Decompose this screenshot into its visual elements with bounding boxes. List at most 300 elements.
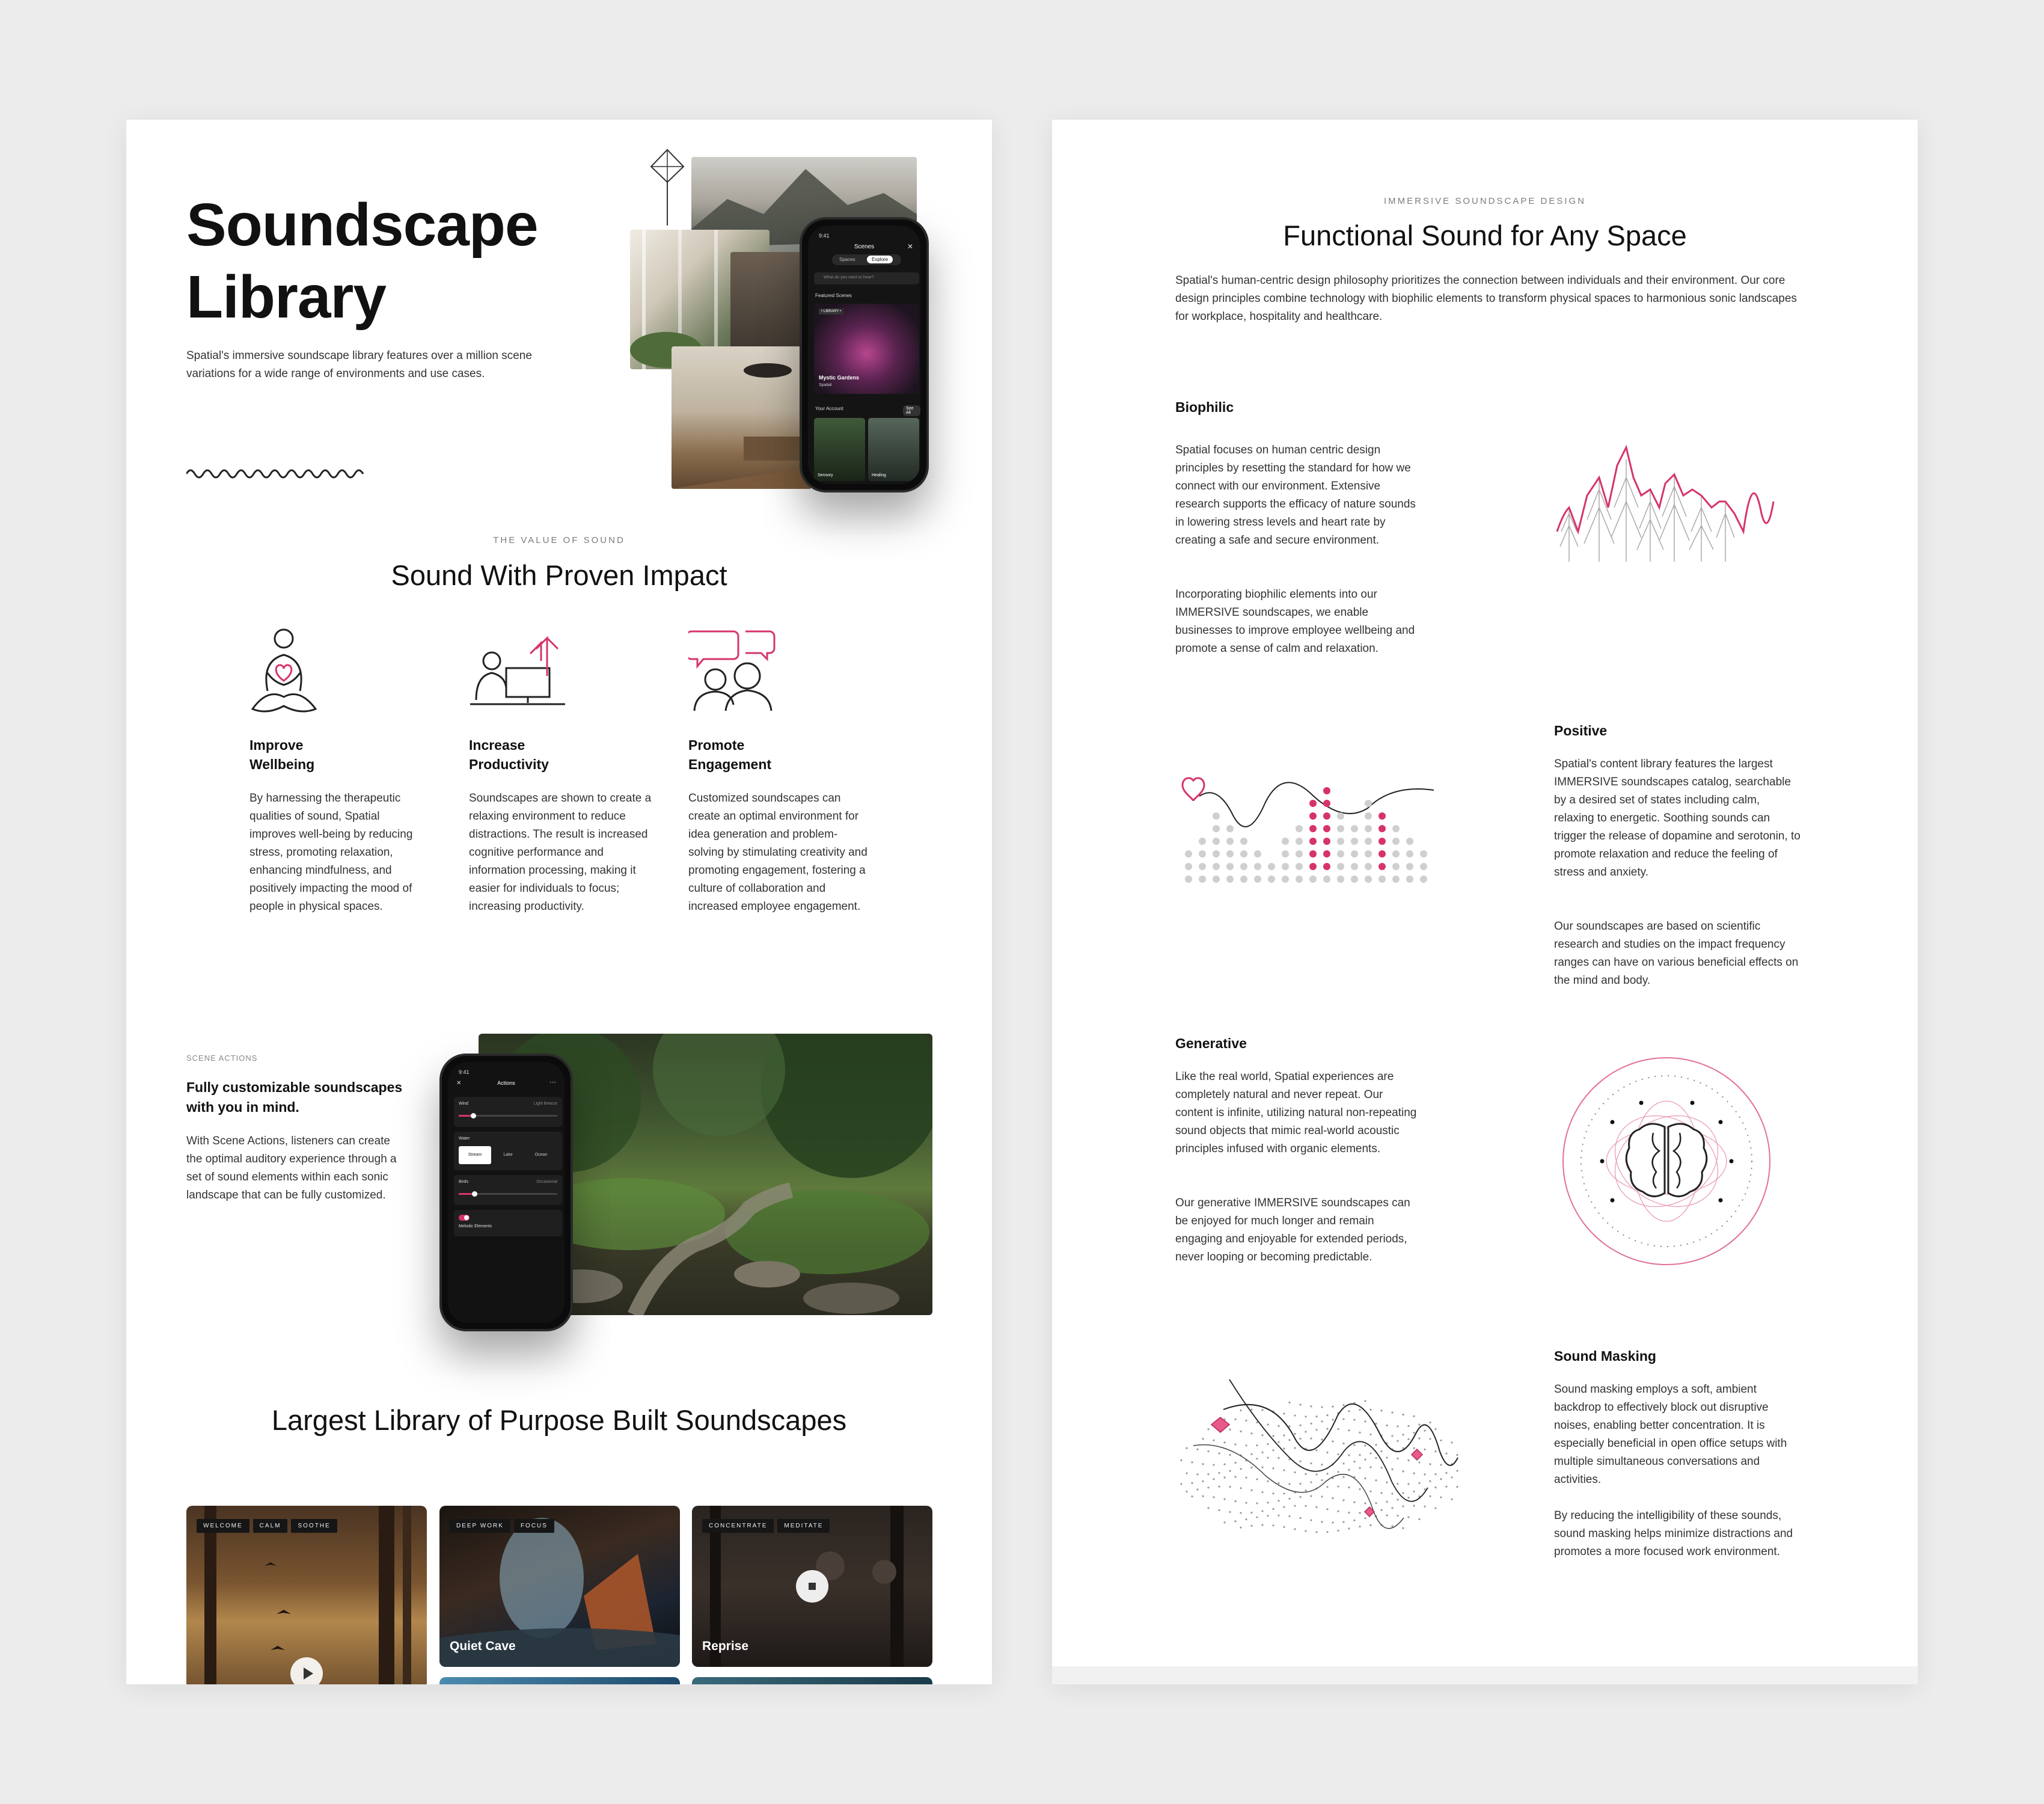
dot-grid-dot — [1282, 850, 1289, 858]
masking-dot — [1397, 1425, 1398, 1427]
masking-title: Sound Masking — [1554, 1348, 1656, 1364]
dot-grid-dot — [1365, 863, 1372, 870]
dot-grid-dot — [1420, 863, 1427, 870]
dot-grid-dot — [1323, 800, 1330, 807]
dot-grid-dot — [1365, 812, 1372, 820]
melodic-toggle[interactable] — [459, 1215, 470, 1221]
impact-item-3-title-line2: Engagement — [688, 756, 772, 772]
actions-text: With Scene Actions, listeners can create the optimal auditory experience through a set of sound elements within each sonic landscape that can be fully customized. — [186, 1135, 397, 1201]
masking-dot — [1294, 1433, 1296, 1435]
actions-header: Actions — [497, 1080, 515, 1086]
card-2-tag-1: DEEP WORK — [450, 1519, 510, 1533]
dot-grid-dot — [1351, 850, 1358, 858]
masking-dot — [1429, 1438, 1431, 1440]
library-card-3[interactable] — [692, 1506, 932, 1667]
masking-dot — [1256, 1478, 1258, 1480]
dot-grid-dot — [1351, 838, 1358, 845]
dot-grid-dot — [1392, 825, 1400, 832]
thumb-label-2: Healing — [872, 473, 886, 477]
dot-grid-dot — [1213, 850, 1220, 858]
melodic-control — [454, 1210, 562, 1236]
masking-dot — [1283, 1435, 1285, 1437]
masking-dot — [1418, 1461, 1420, 1463]
two-people-speech-icon — [688, 627, 779, 714]
dot-grid-dot — [1351, 863, 1358, 870]
masking-dot — [1261, 1524, 1263, 1526]
masking-dot — [1380, 1467, 1382, 1468]
masking-dot — [1250, 1453, 1252, 1455]
masking-dot — [1294, 1528, 1296, 1530]
masking-dot — [1278, 1482, 1279, 1484]
dot-grid-dot — [1309, 850, 1317, 858]
masking-dot — [1413, 1491, 1415, 1493]
dot-grid-dot — [1240, 876, 1247, 883]
thumb-label-1: Sensory — [818, 473, 833, 477]
masking-dot — [1332, 1521, 1333, 1523]
dot-grid-dot — [1365, 850, 1372, 858]
masking-dot — [1310, 1519, 1312, 1521]
masking-dot — [1229, 1454, 1231, 1456]
dot-grid-dot — [1323, 812, 1330, 820]
masking-dot — [1337, 1530, 1339, 1532]
masking-dot — [1434, 1507, 1436, 1509]
dot-grid-dot — [1351, 876, 1358, 883]
hero-title-line1: Soundscape — [186, 191, 538, 259]
wind-slider[interactable] — [459, 1115, 557, 1117]
masking-dot — [1196, 1488, 1198, 1490]
masking-dot — [1283, 1493, 1285, 1494]
masking-dot — [1261, 1510, 1263, 1512]
masking-dot — [1359, 1488, 1360, 1490]
masking-dot — [1326, 1452, 1328, 1453]
masking-dot — [1250, 1490, 1252, 1491]
dot-grid-dot — [1309, 812, 1317, 820]
masking-dot — [1364, 1517, 1366, 1519]
dot-grid-dot — [1213, 812, 1220, 820]
masking-dot — [1229, 1486, 1231, 1488]
impact-heading: Sound With Proven Impact — [391, 559, 727, 591]
masking-dot — [1364, 1420, 1366, 1422]
water-option-ocean[interactable]: Ocean — [534, 1153, 548, 1157]
library-card-4[interactable] — [439, 1677, 680, 1684]
dot-grid-dot — [1199, 850, 1206, 858]
play-button[interactable] — [290, 1657, 323, 1684]
masking-dot — [1391, 1525, 1393, 1527]
card-3-tag-2: MEDITATE — [777, 1519, 830, 1533]
masking-dot — [1386, 1456, 1388, 1458]
masking-dot — [1315, 1473, 1317, 1475]
masking-dot — [1267, 1457, 1268, 1459]
stop-button[interactable] — [796, 1570, 828, 1603]
dot-grid-dot — [1309, 825, 1317, 832]
dot-grid-dot — [1268, 876, 1275, 883]
masking-dot — [1326, 1473, 1328, 1474]
masking-dot — [1278, 1457, 1279, 1459]
masking-dot — [1397, 1483, 1398, 1485]
masking-dot — [1386, 1501, 1388, 1503]
more-icon[interactable]: ⋯ — [549, 1079, 556, 1086]
masking-dot — [1310, 1481, 1312, 1483]
masking-dot — [1445, 1453, 1447, 1455]
masking-dot — [1240, 1512, 1241, 1514]
masking-dot — [1256, 1422, 1258, 1423]
search-input[interactable] — [814, 272, 919, 284]
meditation-heart-icon — [249, 628, 319, 718]
masking-dot — [1245, 1420, 1247, 1422]
masking-dot — [1321, 1420, 1323, 1422]
heart-dots-wave-icon — [1175, 772, 1443, 883]
masking-dot — [1332, 1419, 1333, 1420]
library-card-2[interactable] — [439, 1506, 680, 1667]
dot-grid-dot — [1406, 876, 1413, 883]
dot-grid-dot — [1185, 850, 1192, 858]
dot-grid-dot — [1296, 850, 1303, 858]
hero-title — [186, 189, 538, 333]
masking-dot — [1407, 1459, 1409, 1461]
dot-grid-dot — [1337, 876, 1344, 883]
masking-dot — [1348, 1486, 1350, 1488]
masking-dot — [1191, 1461, 1193, 1463]
masking-dot — [1353, 1419, 1355, 1420]
tab-explore[interactable]: Explore — [867, 256, 893, 263]
dot-grid-dot — [1420, 850, 1427, 858]
masking-dot — [1456, 1470, 1458, 1471]
masking-dot — [1315, 1506, 1317, 1508]
masking-dot — [1299, 1438, 1301, 1440]
dot-grid-dot — [1378, 838, 1386, 845]
masking-dot — [1364, 1502, 1366, 1504]
dot-grid-dot — [1378, 863, 1386, 870]
masking-dot — [1223, 1498, 1225, 1500]
masking-dot — [1321, 1496, 1323, 1497]
masking-dot — [1321, 1464, 1323, 1465]
masking-dot — [1299, 1404, 1301, 1405]
masking-dot — [1386, 1514, 1388, 1516]
dot-grid-dot — [1309, 863, 1317, 870]
impact-eyebrow: THE VALUE OF SOUND — [493, 535, 625, 545]
masking-dot — [1245, 1476, 1247, 1478]
masking-dot — [1272, 1493, 1274, 1494]
masking-dot — [1278, 1514, 1279, 1516]
see-all-button[interactable]: See All — [903, 405, 920, 416]
masking-dot — [1353, 1461, 1355, 1462]
masking-dot — [1342, 1499, 1344, 1501]
masking-dot — [1402, 1470, 1404, 1472]
masking-dot — [1278, 1500, 1279, 1502]
masking-dot — [1332, 1406, 1333, 1408]
masking-dot — [1234, 1520, 1236, 1522]
masking-dot — [1294, 1447, 1296, 1449]
account-thumb-2[interactable] — [868, 418, 919, 481]
dot-grid-dot — [1309, 838, 1317, 845]
masking-dot — [1202, 1480, 1204, 1482]
dot-grid-dot — [1420, 876, 1427, 883]
card-2-tag-2: FOCUS — [514, 1519, 554, 1533]
left-page — [126, 120, 992, 1684]
masking-text-2: By reducing the intelligibility of these sounds, sound masking helps minimize distractions and promotes a more focused work environment. — [1554, 1509, 1793, 1558]
dot-grid-dot — [1213, 876, 1220, 883]
impact-item-2-title-line1: Increase — [469, 737, 525, 753]
masking-dot — [1397, 1440, 1398, 1442]
dot-grid-dot — [1323, 876, 1330, 883]
impact-item-2-title — [469, 735, 625, 774]
dot-grid-dot — [1365, 800, 1372, 807]
dot-grid-dot — [1226, 850, 1234, 858]
masking-dot — [1310, 1438, 1312, 1440]
masking-dot — [1202, 1496, 1204, 1497]
dot-grid-dot — [1378, 825, 1386, 832]
masking-dot — [1332, 1440, 1333, 1442]
masking-dot — [1402, 1505, 1404, 1507]
masking-dot — [1375, 1502, 1377, 1504]
right-page-footer-strip — [1052, 1666, 1918, 1684]
masking-dot — [1186, 1491, 1187, 1493]
segment-control — [832, 254, 901, 265]
dot-grid-dot — [1296, 876, 1303, 883]
masking-dot — [1180, 1483, 1182, 1485]
masking-dot — [1369, 1524, 1371, 1526]
account-thumb-1[interactable] — [814, 418, 865, 481]
masking-dot — [1326, 1508, 1328, 1510]
masking-dot — [1305, 1473, 1306, 1475]
masking-dot — [1283, 1447, 1285, 1449]
masking-dot — [1250, 1467, 1252, 1468]
dot-grid-dot — [1268, 863, 1275, 870]
dot-grid-dot — [1282, 876, 1289, 883]
impact-item-1-title-line1: Improve — [249, 737, 304, 753]
dot-grid-dot — [1254, 876, 1261, 883]
masking-dot — [1326, 1531, 1328, 1533]
masking-dot — [1310, 1495, 1312, 1497]
card-2-tags — [450, 1519, 558, 1533]
masking-dot — [1229, 1429, 1231, 1431]
masking-dot — [1283, 1413, 1285, 1414]
masking-dot — [1207, 1450, 1209, 1452]
masking-dot — [1213, 1478, 1214, 1480]
masking-dot — [1223, 1441, 1225, 1443]
masking-dot — [1207, 1473, 1209, 1475]
masking-dot — [1256, 1458, 1258, 1459]
masking-dot — [1207, 1428, 1209, 1430]
masking-dot — [1321, 1479, 1323, 1481]
masking-dot — [1386, 1425, 1388, 1426]
masking-dot — [1315, 1429, 1317, 1431]
stop-icon — [796, 1570, 828, 1603]
masking-dot — [1380, 1509, 1382, 1511]
masking-dot — [1445, 1472, 1447, 1474]
dot-grid-dot — [1240, 838, 1247, 845]
dot-grid-dot — [1282, 838, 1289, 845]
featured-scene-card[interactable] — [814, 304, 919, 394]
masking-dot — [1288, 1515, 1290, 1517]
desk-worker-arrow-icon — [469, 625, 571, 709]
dot-grid-dot — [1337, 825, 1344, 832]
masking-dot — [1434, 1450, 1436, 1452]
masking-dot — [1272, 1467, 1274, 1469]
card-1-tag-3: SOOTHE — [291, 1519, 337, 1533]
search-placeholder: What do you want to hear? — [824, 275, 874, 280]
generative-text-1: Like the real world, Spatial experiences are completely natural and never repeat. Our content is infinite, utilizing natural non-repeating sound objects that mimic real-world acoustic principles infused with organic elements. — [1175, 1070, 1417, 1155]
masking-dot — [1380, 1450, 1382, 1452]
water-option-stream[interactable]: Stream — [459, 1146, 491, 1164]
masking-dot — [1342, 1462, 1344, 1464]
birds-slider[interactable] — [459, 1193, 557, 1195]
masking-dot — [1429, 1496, 1431, 1497]
masking-dot — [1418, 1423, 1420, 1425]
masking-dot — [1299, 1425, 1301, 1426]
dot-grid-dot — [1323, 863, 1330, 870]
masking-dot — [1402, 1414, 1404, 1416]
masking-dot — [1424, 1473, 1425, 1475]
masking-dot — [1397, 1458, 1398, 1459]
masking-dot — [1418, 1518, 1420, 1520]
masking-dot — [1294, 1471, 1296, 1473]
library-card-1[interactable] — [186, 1506, 427, 1684]
close-icon[interactable]: ✕ — [907, 242, 913, 251]
masking-dot — [1240, 1431, 1241, 1432]
water-option-lake[interactable]: Lake — [503, 1153, 513, 1157]
dot-grid-dot — [1199, 876, 1206, 883]
dot-grid-dot — [1309, 800, 1317, 807]
masking-dot — [1267, 1480, 1268, 1482]
impact-item-3-title — [688, 735, 845, 774]
masking-dot — [1283, 1526, 1285, 1528]
card-3-tags — [702, 1519, 833, 1533]
impact-item-1-text: By harnessing the therapeutic qualities of sound, Spatial improves well-being by reducing stress, promoting relaxation, enhancing mindfulness, and positively impacting the mood of people in physical spaces. — [249, 792, 413, 913]
masking-dot — [1261, 1434, 1263, 1436]
masking-dot — [1429, 1422, 1431, 1423]
birds-value: Occasional — [536, 1180, 557, 1184]
masking-dot — [1310, 1462, 1312, 1464]
dot-grid-dot — [1323, 825, 1330, 832]
masking-dot — [1250, 1408, 1252, 1410]
masking-text-1: Sound masking employs a soft, ambient backdrop to effectively block out disruptive noises, enabling better concentration. It is especially beneficial in open office setups with multiple simultaneous conversations and activities. — [1554, 1383, 1787, 1486]
masking-dot — [1369, 1434, 1371, 1435]
masking-dot — [1359, 1409, 1360, 1411]
masking-dot — [1207, 1486, 1209, 1488]
masking-dot — [1223, 1521, 1225, 1523]
masking-dot — [1234, 1476, 1236, 1477]
masking-dot — [1272, 1524, 1274, 1526]
actions-close-icon[interactable]: ✕ — [456, 1080, 462, 1087]
masking-dot — [1272, 1449, 1274, 1451]
masking-dot — [1283, 1506, 1285, 1508]
masking-dot — [1288, 1483, 1290, 1485]
featured-label: Featured Scenes — [815, 293, 852, 298]
masking-dot — [1267, 1515, 1268, 1517]
dot-grid-dot — [1226, 863, 1234, 870]
dot-grid-dot — [1226, 838, 1234, 845]
dot-grid-dot — [1406, 838, 1413, 845]
positive-text-2: Our soundscapes are based on scientific research and studies on the impact frequency ranges can have on various beneficial effects on the mind and body. — [1554, 920, 1799, 987]
dot-grid-dot — [1365, 825, 1372, 832]
masking-dot — [1240, 1468, 1241, 1470]
masking-dot — [1240, 1527, 1241, 1529]
masking-dot — [1234, 1443, 1236, 1445]
masking-dot — [1305, 1505, 1306, 1507]
masking-dot — [1402, 1527, 1404, 1529]
biophilic-title: Biophilic — [1175, 399, 1234, 415]
tab-spaces[interactable]: Spaces — [839, 257, 855, 262]
masking-dot — [1337, 1511, 1339, 1512]
brain-circle-icon — [1560, 1055, 1773, 1268]
masking-dot — [1369, 1452, 1371, 1454]
masking-dot — [1359, 1526, 1360, 1527]
masking-dot — [1364, 1459, 1366, 1461]
masking-dot — [1440, 1496, 1442, 1498]
dot-grid-dot — [1392, 863, 1400, 870]
dot-grid-dot — [1323, 838, 1330, 845]
dot-grid-dot — [1323, 850, 1330, 858]
water-segment — [459, 1146, 557, 1164]
masking-dot — [1359, 1467, 1360, 1469]
masking-dot — [1397, 1499, 1398, 1500]
masking-dot — [1267, 1502, 1268, 1503]
masking-dot — [1315, 1531, 1317, 1533]
dot-grid-dot — [1254, 850, 1261, 858]
masking-dot — [1364, 1400, 1366, 1402]
library-card-5[interactable] — [692, 1677, 932, 1684]
masking-dot — [1288, 1425, 1290, 1427]
dot-grid-dot — [1378, 812, 1386, 820]
dot-grid-dot — [1392, 838, 1400, 845]
masking-dot — [1418, 1437, 1420, 1439]
masking-dot — [1353, 1520, 1355, 1521]
masking-dot — [1337, 1485, 1339, 1487]
masking-dot — [1305, 1416, 1306, 1417]
diamond-line-icon — [646, 149, 688, 227]
masking-dot — [1434, 1473, 1436, 1475]
wind-value: Light Breeze — [533, 1102, 557, 1106]
masking-dot — [1369, 1409, 1371, 1411]
masking-dot — [1451, 1476, 1452, 1478]
masking-dot — [1315, 1449, 1317, 1451]
masking-dot — [1288, 1439, 1290, 1441]
card-1-tags — [197, 1519, 341, 1533]
masking-dot — [1456, 1454, 1458, 1456]
masking-dot — [1359, 1454, 1360, 1456]
dot-grid-dot — [1185, 876, 1192, 883]
masking-dot — [1250, 1512, 1252, 1514]
masking-dot — [1218, 1452, 1220, 1454]
masking-dot — [1261, 1491, 1263, 1493]
masking-dot — [1267, 1423, 1268, 1425]
birds-control — [454, 1175, 562, 1205]
masking-dot — [1278, 1425, 1279, 1427]
masking-dot — [1440, 1464, 1442, 1465]
masking-dot — [1380, 1492, 1382, 1494]
masking-dot — [1342, 1418, 1344, 1420]
dot-grid-dot — [1378, 876, 1386, 883]
positive-text-1: Spatial's content library features the largest IMMERSIVE soundscapes catalog, searchable by a desired set of states including calm, relaxing to energetic. Soothing sounds can trigger the release of dopamine and serotonin, to promote relaxation and reduce the feeling of stress and anxiety. — [1554, 758, 1801, 879]
masking-dot — [1445, 1485, 1447, 1487]
masking-dot — [1418, 1482, 1420, 1484]
library-heading: Largest Library of Purpose Built Soundscapes — [271, 1404, 847, 1436]
masking-dot — [1391, 1507, 1393, 1509]
hero-title-line2: Library — [186, 263, 387, 331]
card-3-tag-1: CONCENTRATE — [702, 1519, 774, 1533]
dot-grid-dot — [1406, 863, 1413, 870]
dot-grid-dot — [1406, 850, 1413, 858]
masking-dot — [1434, 1486, 1436, 1488]
generative-title: Generative — [1175, 1035, 1247, 1051]
masking-dot — [1213, 1464, 1214, 1465]
masking-dot — [1413, 1472, 1415, 1474]
dot-grid-dot — [1309, 876, 1317, 883]
masking-dot — [1261, 1452, 1263, 1453]
dot-grid-dot — [1296, 825, 1303, 832]
masking-dot — [1337, 1453, 1339, 1455]
